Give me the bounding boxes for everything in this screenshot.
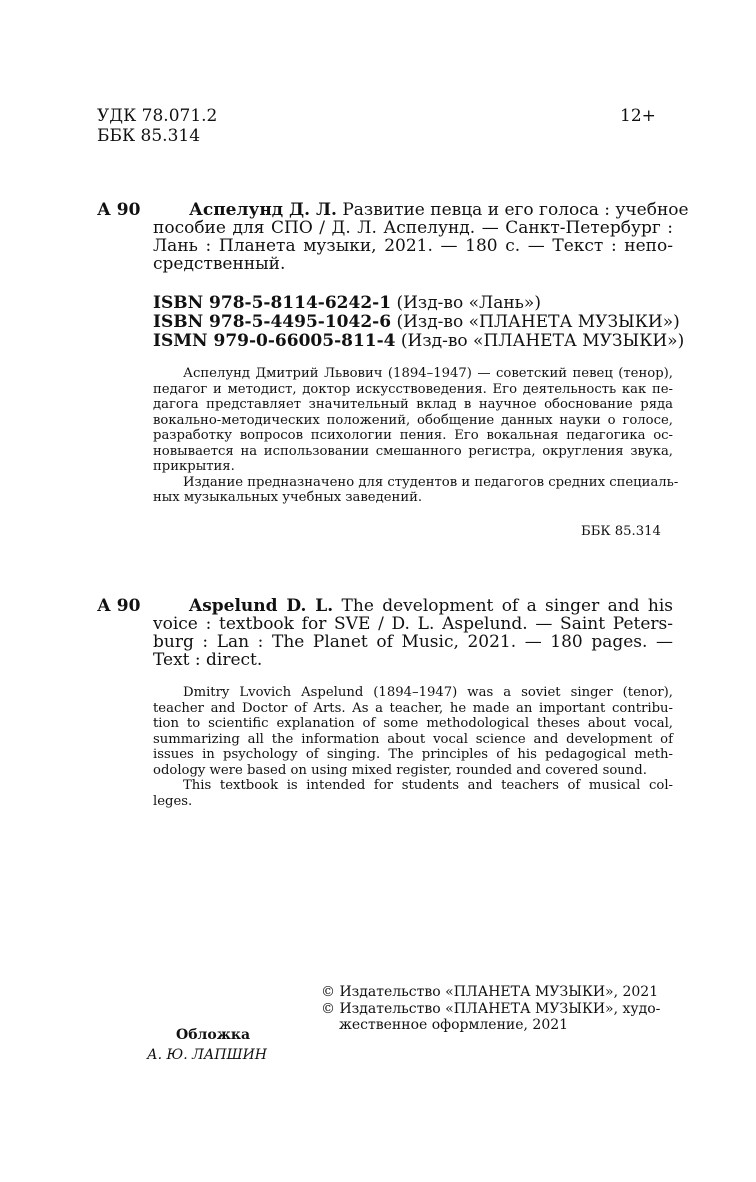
ru-abstract-line: новывается на использовании смешанного регистра, округления звука, bbox=[153, 443, 673, 459]
isbn-number: ISBN 978-5-8114-6242-1 bbox=[153, 293, 392, 313]
copyright-block bbox=[321, 984, 660, 1034]
cover-artist: А. Ю. ЛАПШИН bbox=[147, 1047, 267, 1063]
ismn-number: ISMN 979-0-66005-811-4 bbox=[153, 331, 396, 351]
ru-record-line-3: Лань : Планета музыки, 2021. — 180 с. — Текст : непо- bbox=[153, 236, 673, 256]
age-rating: 12+ bbox=[620, 106, 656, 126]
ru-author: Аспелунд Д. Л. bbox=[189, 200, 337, 220]
en-title: The development of a singer and his bbox=[333, 596, 674, 616]
en-abstract-line: summarizing all the information about vocal science and development of bbox=[153, 731, 673, 747]
en-record-line-3: burg : Lan : The Planet of Music, 2021. — 180 pages. — bbox=[153, 632, 673, 652]
cover-label: Обложка bbox=[176, 1027, 251, 1043]
ru-abstract-line: Аспелунд Дмитрий Львович (1894–1947) — советский певец (тенор), bbox=[183, 366, 673, 381]
isbn-line bbox=[153, 294, 684, 313]
copyright-line: © Издательство «ПЛАНЕТА МУЗЫКИ», 2021 bbox=[321, 984, 659, 1000]
ru-abstract-line: дагога представляет значительный вклад в научное обоснование ряда bbox=[153, 397, 673, 412]
bbk-code: ББК 85.314 bbox=[97, 126, 201, 146]
isbn-number: ISBN 978-5-4495-1042-6 bbox=[153, 312, 392, 332]
en-abstract-line: teacher and Doctor of Arts. As a teacher, he made an important contribu- bbox=[153, 700, 673, 716]
en-purpose-line: This textbook is intended for students and teachers of musical col- bbox=[183, 778, 673, 793]
en-bibliographic-record bbox=[153, 597, 673, 669]
ru-title: Развитие певца и его голоса : учебное bbox=[336, 200, 689, 220]
udk-code: УДК 78.071.2 bbox=[97, 106, 218, 126]
copyright-line: жественное оформление, 2021 bbox=[339, 1017, 569, 1033]
ru-record-line-4: средственный. bbox=[153, 254, 286, 274]
ru-abstract-line: прикрытия. bbox=[153, 459, 235, 474]
en-abstract-line: Dmitry Lvovich Aspelund (1894–1947) was a soviet singer (tenor), bbox=[183, 685, 673, 700]
ismn-publisher: (Изд-во «ПЛАНЕТА МУЗЫКИ») bbox=[395, 331, 685, 351]
isbn-publisher: (Изд-во «ПЛАНЕТА МУЗЫКИ») bbox=[391, 312, 680, 332]
ru-catalog-code: А 90 bbox=[97, 200, 141, 220]
en-abstract-line: tion to scientific explanation of some methodological theses about vocal, bbox=[153, 716, 673, 731]
en-author: Aspelund D. L. bbox=[189, 596, 334, 616]
ru-abstract-line: вокально-методических положений, обобщение данных науки о голосе, bbox=[153, 412, 673, 428]
en-abstract-line: issues in psychology of singing. The principles of his pedagogical meth- bbox=[153, 747, 673, 762]
ru-abstract-line: педагог и методист, доктор искусствоведения. Его деятельность как пе- bbox=[153, 381, 673, 397]
ru-record-line-2: пособие для СПО / Д. Л. Аспелунд. — Санкт-Петербург : bbox=[153, 218, 673, 238]
isbn-list bbox=[153, 294, 684, 351]
bbk-footer: ББК 85.314 bbox=[581, 524, 661, 539]
en-catalog-code: А 90 bbox=[97, 596, 141, 616]
ru-bibliographic-record bbox=[153, 200, 689, 274]
ru-abstract bbox=[153, 366, 679, 506]
en-record-line-1 bbox=[153, 597, 673, 615]
isbn-line bbox=[153, 313, 684, 332]
ru-record-line-1 bbox=[153, 200, 689, 220]
en-abstract-line: odology were based on using mixed register, rounded and covered sound. bbox=[153, 762, 647, 778]
ru-purpose-line: Издание предназначено для студентов и педагогов средних специаль- bbox=[183, 474, 679, 490]
en-record-line-4: Text : direct. bbox=[153, 650, 263, 670]
isbn-publisher: (Изд-во «Лань») bbox=[391, 293, 541, 313]
ru-purpose-line: ных музыкальных учебных заведений. bbox=[153, 490, 423, 505]
en-abstract bbox=[153, 685, 673, 809]
ru-abstract-line: разработку вопросов психологии пения. Его вокальная педагогика ос- bbox=[153, 428, 673, 443]
en-record-line-2: voice : textbook for SVE / D. L. Aspelund. — Saint Peters- bbox=[153, 614, 673, 634]
copyright-line: © Издательство «ПЛАНЕТА МУЗЫКИ», худо- bbox=[321, 1000, 661, 1017]
ismn-line bbox=[153, 332, 684, 351]
en-purpose-line: leges. bbox=[153, 793, 193, 809]
